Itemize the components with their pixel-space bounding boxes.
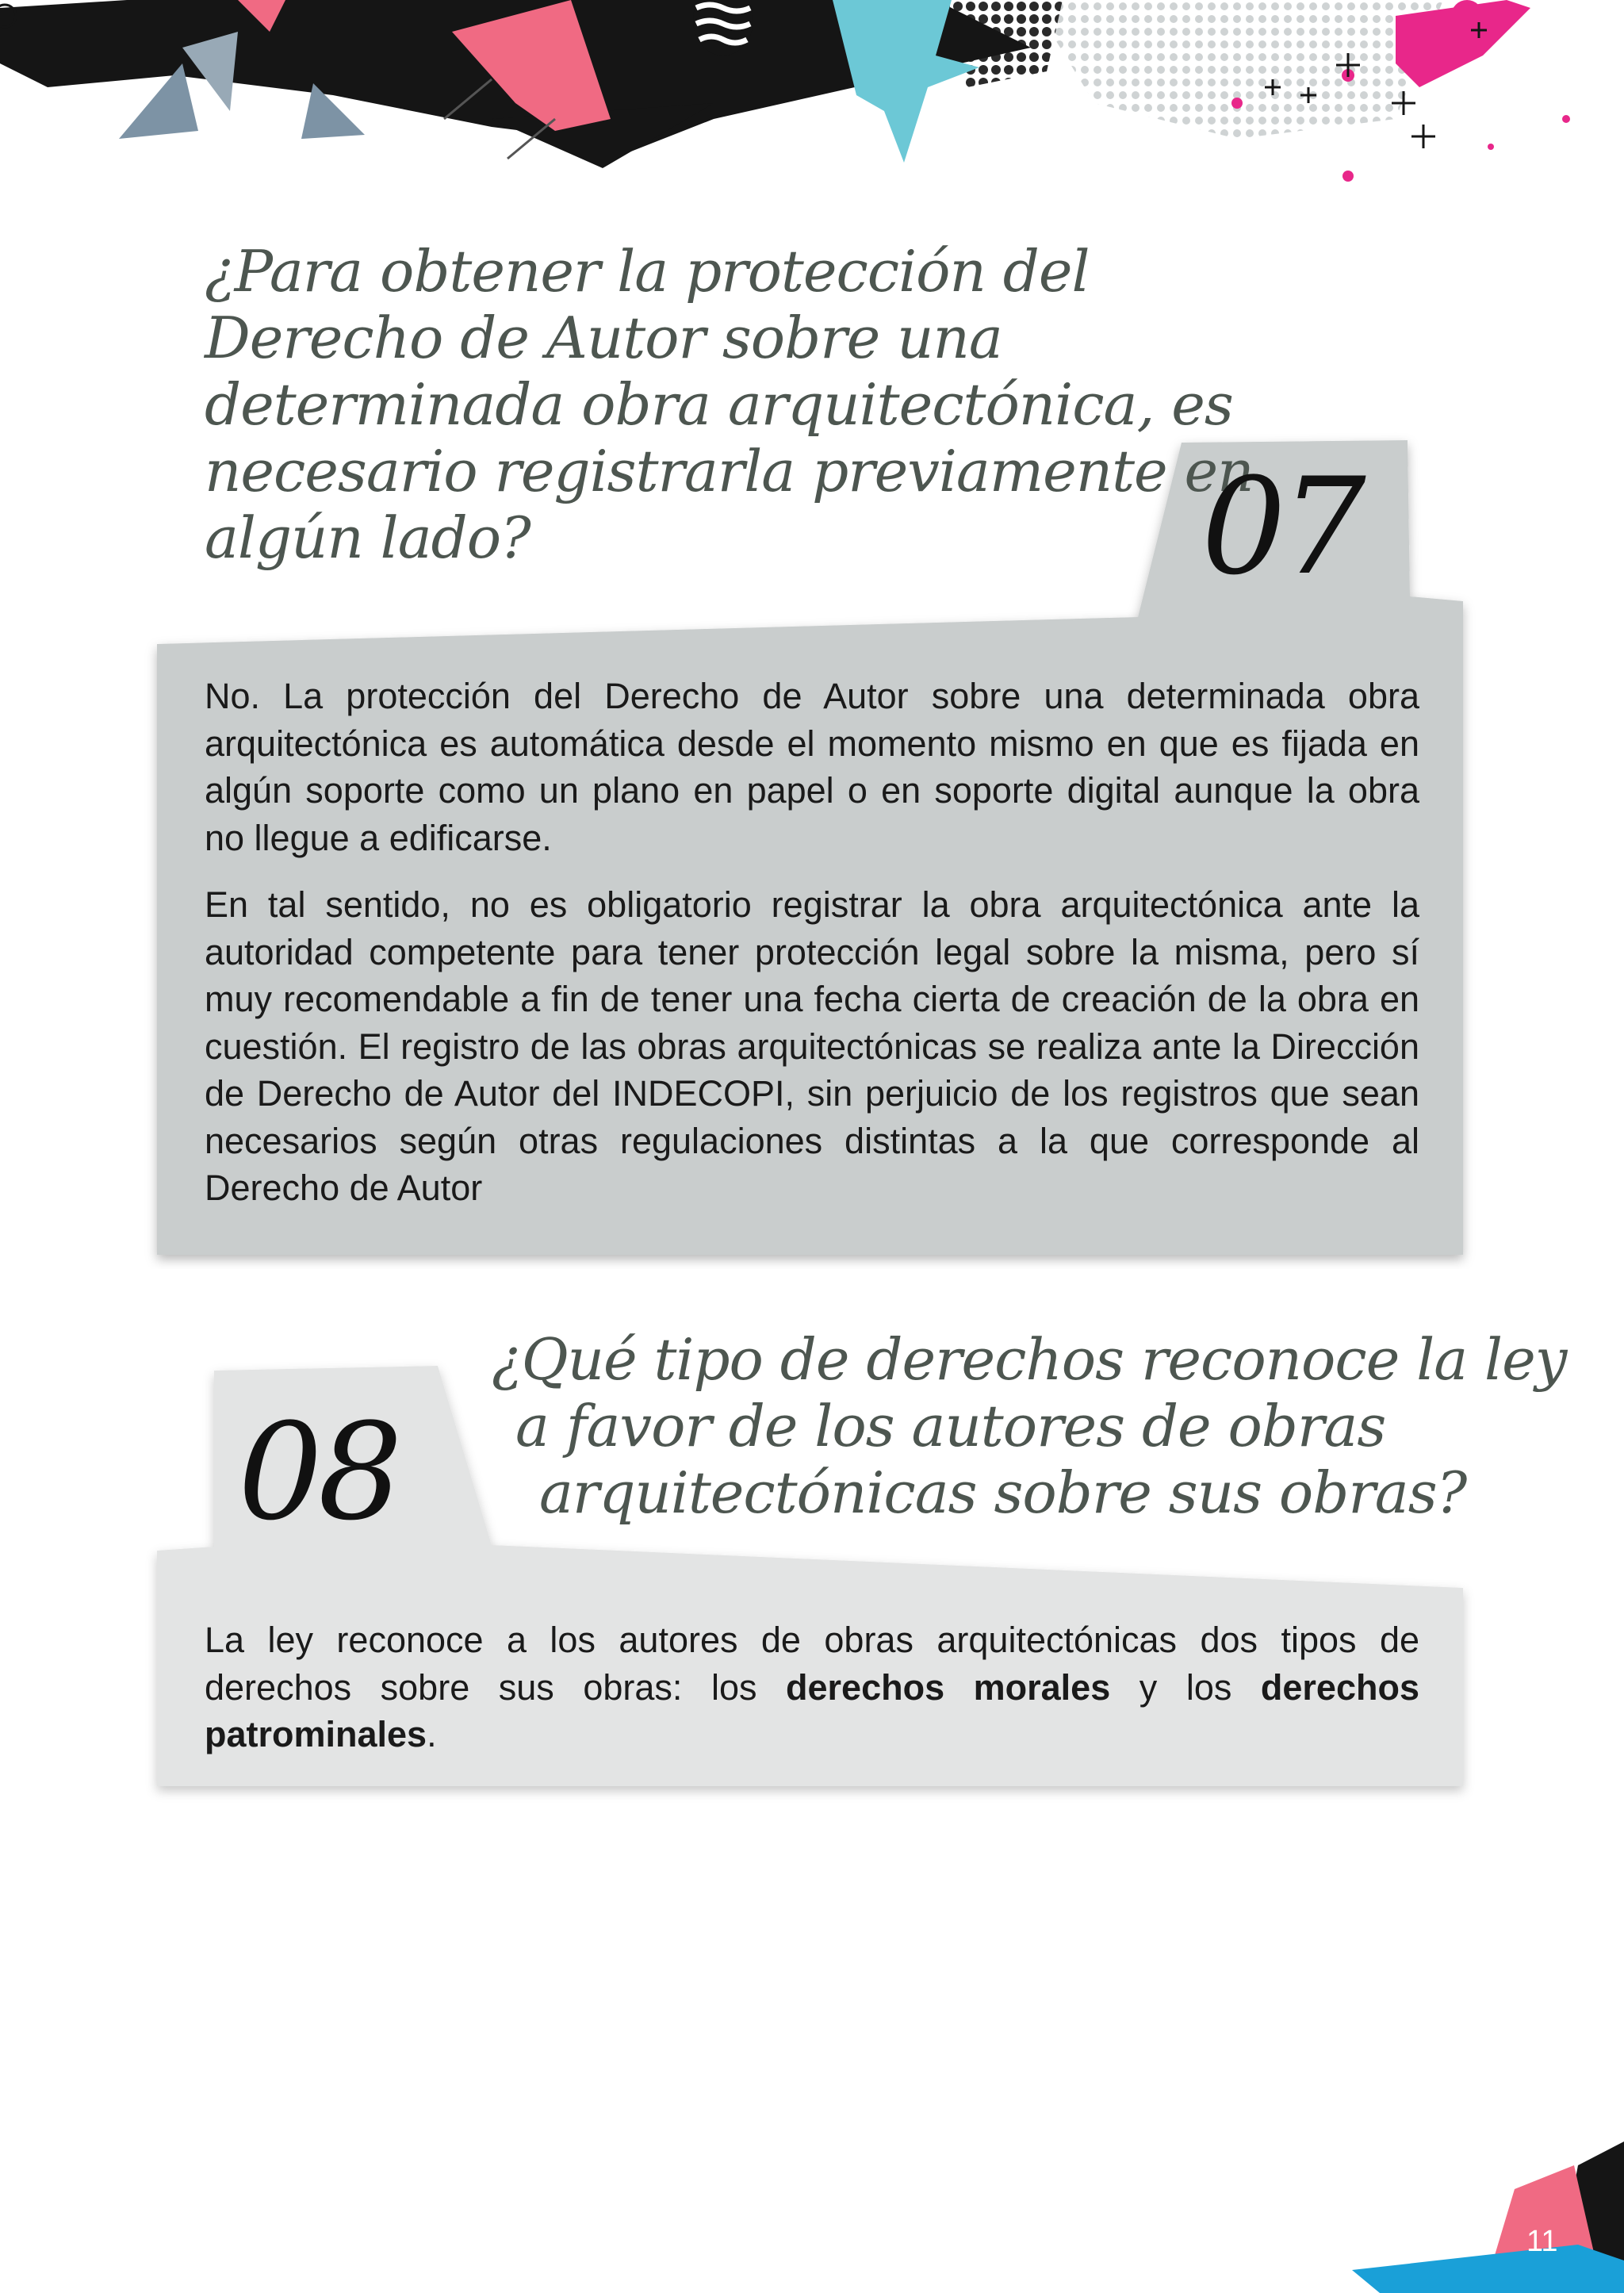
answer-emphasis: derechos patrominales [205, 1666, 1419, 1754]
answer-text: En tal sentido, no es obligatorio registrar la obra arquitectónica ante la autoridad competente para tener protección legal sobre la misma, pero sí muy recomendable a fin de tener una fecha cierta de creación de la obra en cuestión. El registro de las obras arquitectónicas se realiza ante la Dirección de Derecho de Autor del INDECOPI, sin perjuicio de los registros que sean necesarios según otras regulaciones distintas a la que corresponde al Derecho de Autor [205, 884, 1419, 1208]
section-08-number: 08 [238, 1394, 398, 1550]
answer-paragraph [205, 881, 1419, 1212]
question-line: necesario registrarla previamente en [205, 438, 1254, 504]
answer-paragraph [205, 673, 1419, 861]
question-line: ¿Para obtener la protección del [205, 238, 1090, 305]
question-line: Derecho de Autor sobre una [205, 305, 1002, 371]
question-line: ¿Qué tipo de derechos reconoce la ley [492, 1326, 1567, 1393]
header-decoration [0, 0, 1624, 190]
footer-decoration [1348, 2142, 1624, 2293]
answer-emphasis: derechos morales [786, 1666, 1111, 1708]
answer-text: No. La protección del Derecho de Autor sobre una determinada obra arquitectónica es automática desde el momento mismo en que es fijada en algún soporte como un plano en papel o en soporte digital aunque la obra no llegue a edificarse. [205, 676, 1419, 858]
question-line: a favor de los autores de obras [515, 1393, 1386, 1459]
question-line: determinada obra arquitectónica, es [205, 371, 1233, 438]
section-08-answer [205, 1616, 1419, 1778]
answer-text: . [427, 1714, 437, 1754]
answer-text: La ley reconoce a los autores de obras arquitectónicas dos tipos de derechos sobre sus obras: los [205, 1620, 1419, 1708]
section-08-question [492, 1326, 1566, 1526]
question-line: arquitectónicas sobre sus obras? [539, 1459, 1467, 1526]
answer-text: y los [1110, 1666, 1261, 1708]
question-line: algún lado? [205, 504, 530, 571]
page-number: 11 [1526, 2225, 1558, 2258]
answer-paragraph [205, 1616, 1419, 1758]
section-07-question [205, 238, 1254, 571]
section-07-number: 07 [1201, 449, 1362, 604]
section-07-answer [205, 673, 1419, 1232]
